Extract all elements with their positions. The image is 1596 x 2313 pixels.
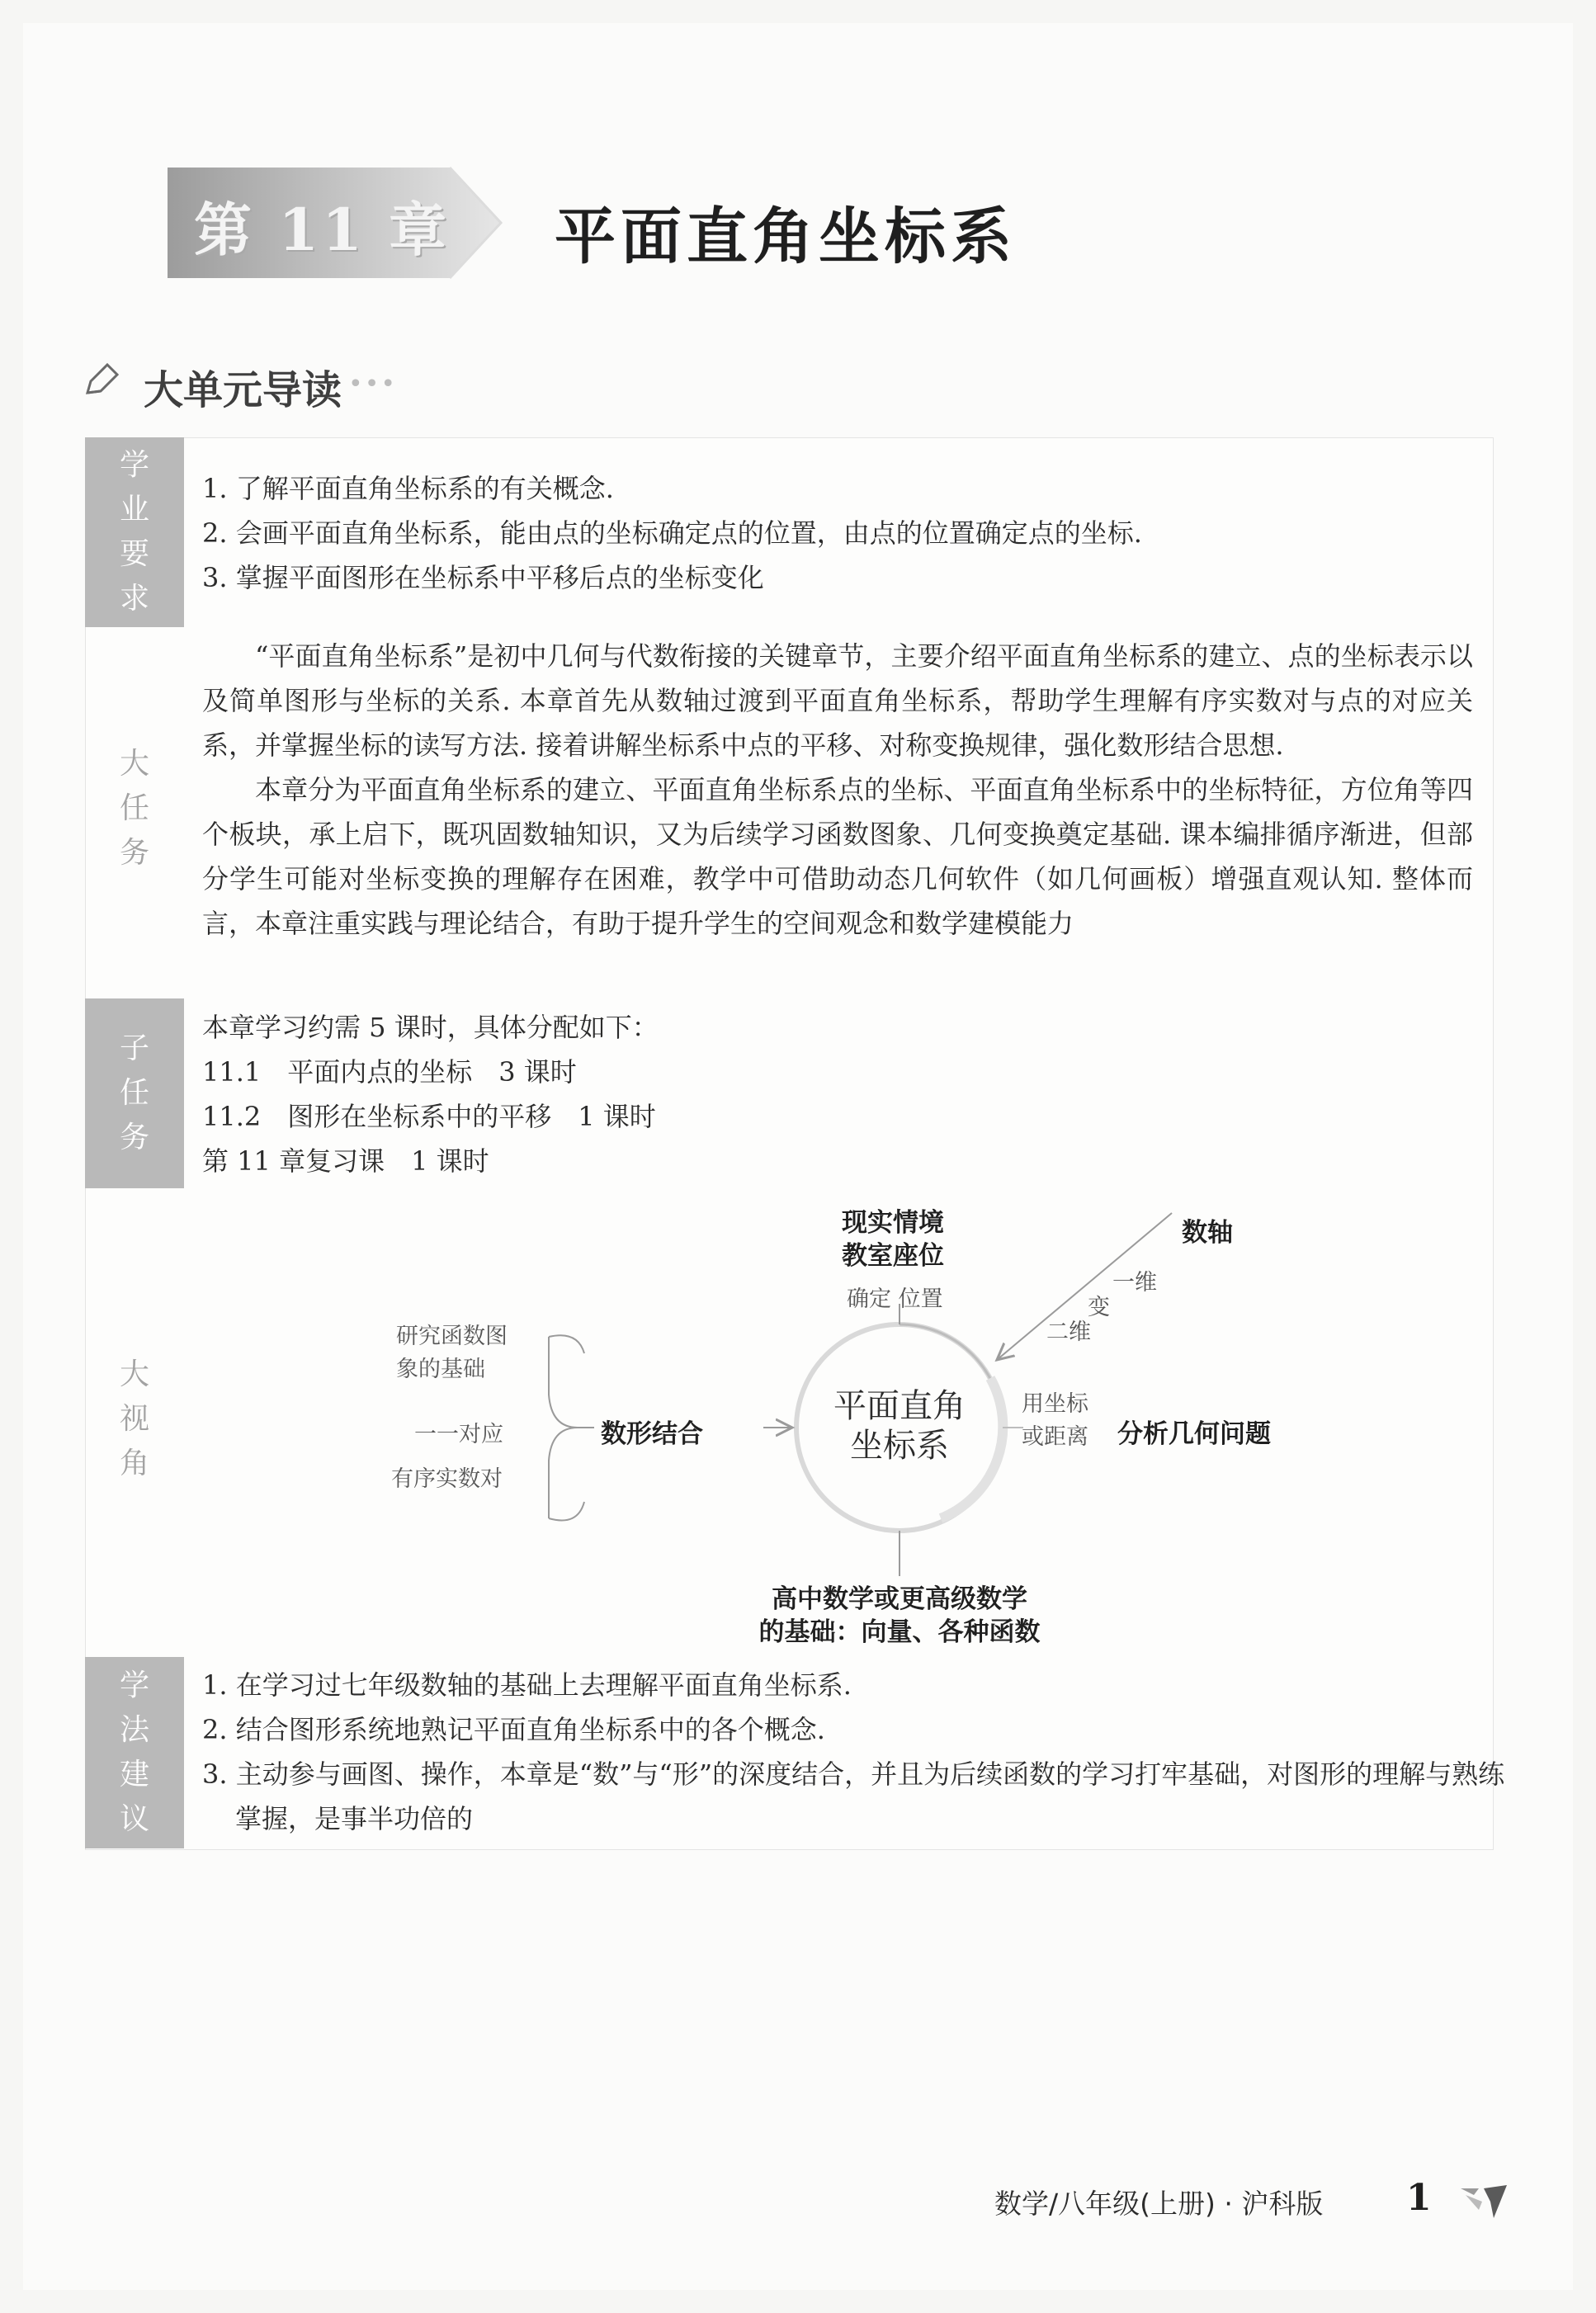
subtask-line: 11.1 平面内点的坐标 3 课时 [202, 1056, 577, 1088]
top-node-line: 教室座位 [842, 1241, 944, 1271]
left-node: 数形结合 [601, 1419, 703, 1449]
subtask-line: 第 11 章复习课 1 课时 [202, 1145, 489, 1177]
top-node-line: 现实情境 [842, 1208, 944, 1238]
top-node [842, 1206, 944, 1272]
side-label-requirements [85, 437, 184, 627]
side-char: 学 [119, 448, 149, 482]
left-upper-line: 象的基础 [396, 1357, 485, 1382]
center-node [825, 1386, 974, 1466]
right-small-line: 或距离 [1022, 1424, 1088, 1450]
side-char: 法 [119, 1713, 149, 1747]
concept-map [363, 1188, 1337, 1650]
side-label-advice [85, 1657, 184, 1848]
side-char: 业 [119, 493, 149, 526]
task-paragraph: 本章分为平面直角坐标系的建立、平面直角坐标系点的坐标、平面直角坐标系中的坐标特征，方位角等四个板块，承上启下，既巩固数轴知识，又为后续学习函数图象、几何变换奠定基础. 课本编排循序渐进，但部分学生可能对坐标变换的理解存在困难，教学中可借助动态几何软件（如几何画板）增强直观认知. 整体而言，本章注重实践与理论结合，有助于提升学生的空间观念和数学建模能力 [202, 774, 1473, 939]
side-label-subtask [85, 998, 184, 1188]
dimension-label: 一维 [1112, 1270, 1157, 1296]
pencil-icon [83, 361, 120, 399]
requirement-item: 1. 了解平面直角坐标系的有关概念. [202, 473, 614, 504]
side-char: 议 [119, 1802, 149, 1836]
left-upper-label [396, 1320, 508, 1386]
bottom-node-line: 高中数学或更高级数学 [772, 1584, 1027, 1614]
task-text [202, 634, 1473, 946]
side-label-task [85, 627, 184, 990]
dimension-label: 二维 [1046, 1319, 1091, 1345]
side-char: 务 [119, 1121, 149, 1154]
task-paragraph: “平面直角坐标系”是初中几何与代数衔接的关键章节，主要介绍平面直角坐标系的建立、点的坐标表示以及简单图形与坐标的关系. 本章首先从数轴过渡到平面直角坐标系，帮助学生理解有序实数对与点的对应关系，并掌握坐标的读写方法. 接着讲解坐标系中点的平移、对称变换规律，强化数形结合思想. [202, 640, 1473, 761]
side-char: 学 [119, 1669, 149, 1702]
center-node-line: 坐标系 [850, 1427, 949, 1465]
bottom-node [743, 1583, 1056, 1649]
side-char: 角 [119, 1447, 149, 1480]
left-middle-label: 一一对应 [414, 1422, 503, 1447]
side-char: 子 [119, 1031, 149, 1065]
side-char: 要 [119, 537, 149, 571]
bottom-node-line: 的基础：向量、各种函数 [758, 1617, 1041, 1647]
center-node-line: 平面直角 [833, 1387, 966, 1425]
requirement-item: 2. 会画平面直角坐标系，能由点的坐标确定点的位置，由点的位置确定点的坐标. [202, 517, 1142, 549]
subtask-list [202, 1005, 659, 1183]
left-upper-line: 研究函数图 [396, 1324, 508, 1349]
chapter-label: 第 11 章 [194, 196, 451, 264]
subtask-line: 11.2 图形在坐标系中的平移 1 课时 [202, 1101, 656, 1132]
section-title: 大单元导读 [144, 367, 342, 413]
advice-item: 1. 在学习过七年级数轴的基础上去理解平面直角坐标系. [202, 1669, 852, 1701]
side-char: 任 [119, 1076, 149, 1110]
chapter-title: 平面直角坐标系 [555, 201, 1017, 272]
corner-decoration-icon [1454, 2177, 1512, 2235]
side-char: 任 [119, 791, 149, 825]
side-char: 务 [119, 836, 149, 870]
subtask-line: 本章学习约需 5 课时，具体分配如下： [202, 1012, 659, 1043]
left-lower-label: 有序实数对 [391, 1466, 503, 1492]
side-char: 建 [119, 1758, 149, 1791]
advice-item: 2. 结合图形系统地熟记平面直角坐标系中的各个概念. [202, 1714, 825, 1745]
right-small-line: 用坐标 [1022, 1391, 1088, 1417]
book-info: 数学/八年级(上册) · 沪科版 [994, 2188, 1324, 2220]
section-dots: ••• [348, 370, 398, 399]
top-small-label: 确定 位置 [847, 1286, 943, 1312]
requirement-item: 3. 掌握平面图形在坐标系中平移后点的坐标变化 [202, 562, 764, 593]
side-char: 大 [119, 1357, 149, 1391]
side-char: 大 [119, 747, 149, 781]
side-char: 视 [119, 1402, 149, 1436]
chapter-banner [161, 161, 508, 285]
dimension-label: 变 [1088, 1295, 1110, 1320]
right-node: 分析几何问题 [1117, 1419, 1271, 1449]
side-label-view [85, 1188, 184, 1650]
right-small-label [1022, 1388, 1088, 1454]
advice-list [202, 1663, 1506, 1841]
advice-item: 3. 主动参与画图、操作，本章是“数”与“形”的深度结合，并且为后续函数的学习打牢基础，对图形的理解与熟练掌握，是事半功倍的 [202, 1758, 1505, 1834]
requirements-list [202, 466, 1142, 600]
side-char: 求 [119, 582, 149, 616]
number-axis-node: 数轴 [1182, 1218, 1233, 1248]
page-number: 1 [1406, 2177, 1432, 2219]
